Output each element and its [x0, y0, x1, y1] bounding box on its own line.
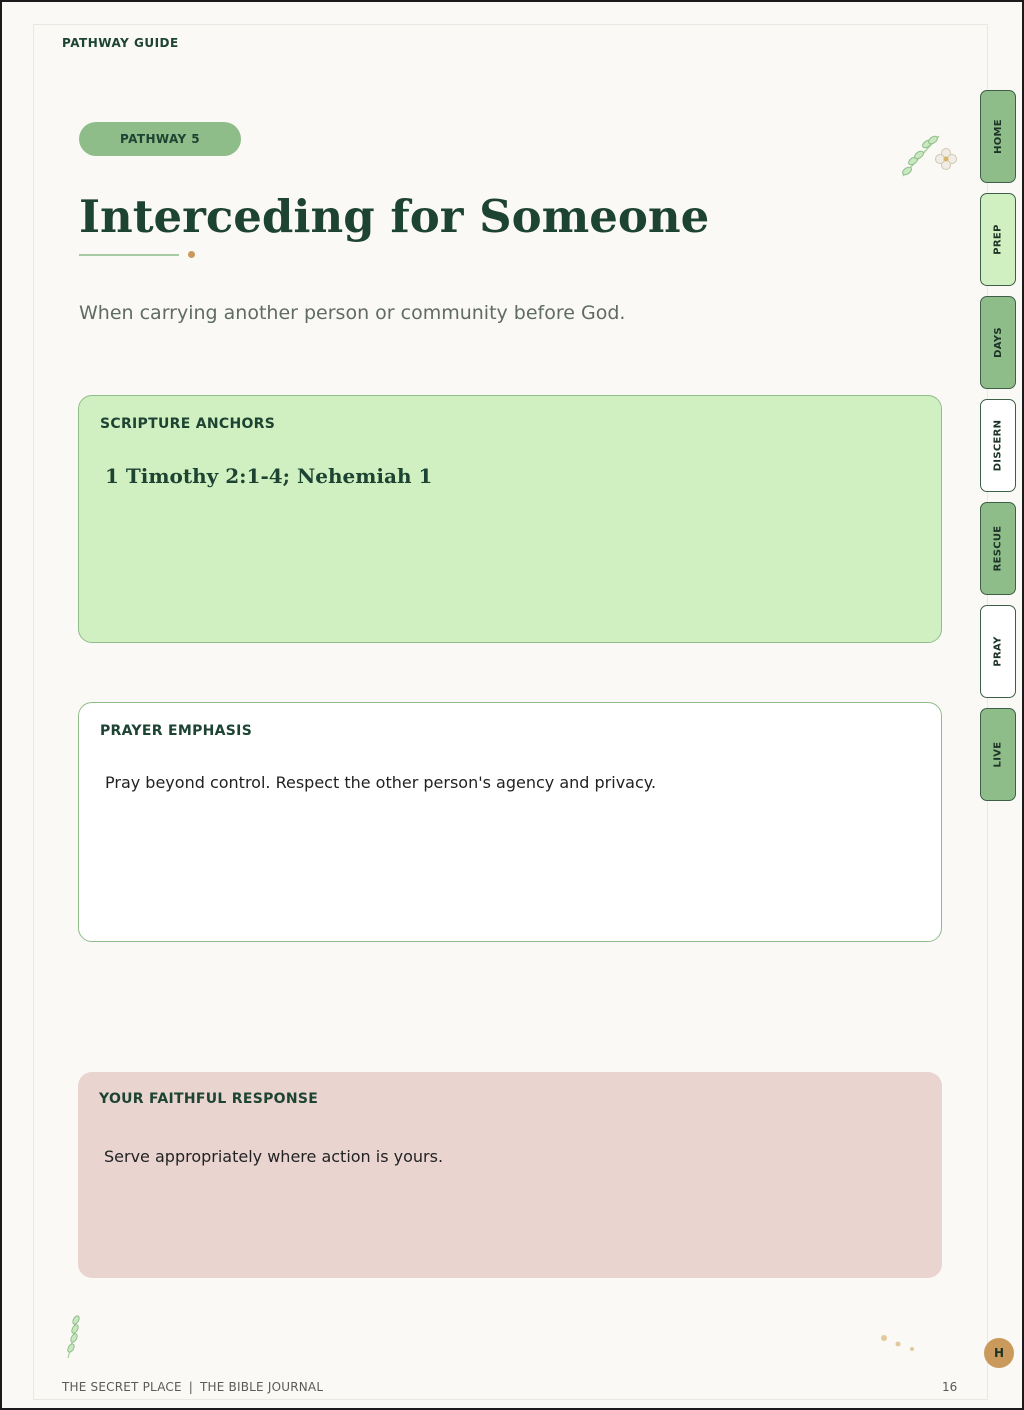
- tab-discern[interactable]: [980, 399, 1016, 492]
- dots-icon: [878, 1332, 918, 1356]
- prayer-emphasis-card: [78, 702, 942, 942]
- page-subtitle: When carrying another person or community before God.: [79, 302, 626, 324]
- tab-prep-label: PREP: [992, 224, 1004, 255]
- footer-text: [62, 1380, 323, 1394]
- scripture-anchors-label: SCRIPTURE ANCHORS: [100, 416, 276, 432]
- sprig-with-flower-icon: [895, 130, 961, 180]
- faithful-response-label: YOUR FAITHFUL RESPONSE: [99, 1091, 319, 1107]
- faithful-response-card: [78, 1072, 942, 1278]
- prayer-emphasis-label: PRAYER EMPHASIS: [100, 723, 253, 739]
- scripture-anchors-card: [78, 395, 942, 643]
- tab-prep[interactable]: [980, 193, 1016, 286]
- header-label: PATHWAY GUIDE: [62, 36, 179, 50]
- footer-separator: |: [188, 1380, 193, 1394]
- tab-days-label: DAYS: [992, 327, 1004, 358]
- footer-left: THE SECRET PLACE: [62, 1380, 182, 1394]
- journal-page: [2, 2, 1022, 1408]
- leaf-sprig-icon: [62, 1314, 86, 1360]
- tab-discern-label: DISCERN: [992, 419, 1004, 472]
- footer-right: THE BIBLE JOURNAL: [200, 1380, 324, 1394]
- tab-live-label: LIVE: [992, 741, 1004, 768]
- prayer-emphasis-text: Pray beyond control. Respect the other person's agency and privacy.: [105, 773, 657, 792]
- scripture-references: 1 Timothy 2:1-4; Nehemiah 1: [105, 464, 433, 488]
- page-number: 16: [942, 1380, 958, 1394]
- tab-pray[interactable]: [980, 605, 1016, 698]
- tab-days[interactable]: [980, 296, 1016, 389]
- home-badge-button[interactable]: H: [984, 1338, 1014, 1368]
- tab-live[interactable]: [980, 708, 1016, 801]
- tab-home[interactable]: [980, 90, 1016, 183]
- tab-rescue[interactable]: [980, 502, 1016, 595]
- pathway-badge: PATHWAY 5: [79, 122, 241, 156]
- tab-home-label: HOME: [992, 119, 1004, 154]
- title-underline: [79, 254, 179, 256]
- faithful-response-text: Serve appropriately where action is yours.: [104, 1147, 444, 1166]
- tab-pray-label: PRAY: [992, 636, 1004, 667]
- tab-rescue-label: RESCUE: [992, 525, 1004, 572]
- page-title: Interceding for Someone: [79, 190, 710, 243]
- title-accent-dot: [188, 251, 195, 258]
